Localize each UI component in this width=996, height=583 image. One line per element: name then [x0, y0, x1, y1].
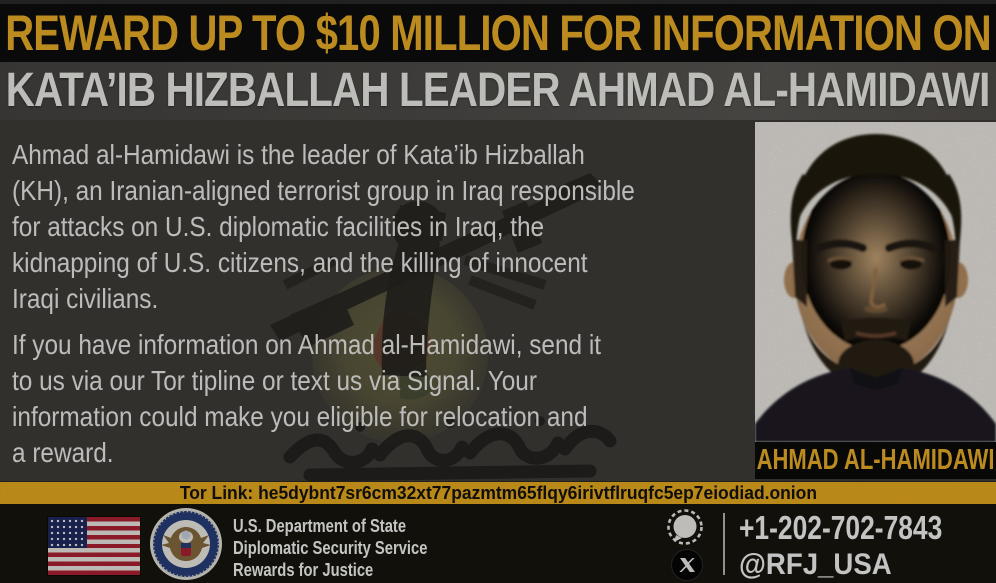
headline-banner — [0, 0, 996, 62]
us-flag-icon — [48, 517, 140, 575]
us-flag-canton — [48, 517, 87, 548]
x-icon — [671, 549, 703, 581]
poster-body — [0, 120, 996, 481]
agency-text-block — [233, 515, 470, 581]
agency-line: Rewards for Justice — [233, 560, 374, 580]
agency-line: U.S. Department of State — [233, 516, 407, 536]
paragraph-line: Iraqi civilians. — [12, 283, 159, 314]
paragraph-line: to us via our Tor tipline or text us via Signal. Your — [12, 365, 537, 396]
subheadline-banner — [0, 62, 996, 120]
suspect-photo — [755, 122, 996, 442]
agency-line: Diplomatic Security Service — [233, 538, 428, 558]
photo-caption-bar — [755, 442, 996, 479]
paragraph-line: Ahmad al-Hamidawi is the leader of Kata’ib Hizballah — [12, 139, 585, 170]
signal-icon — [666, 508, 704, 548]
state-department-seal-icon — [149, 507, 223, 581]
headline-text: REWARD UP TO $10 MILLION FOR INFORMATION ON — [5, 5, 991, 61]
paragraph-line: (KH), an Iranian-aligned terrorist group in Iraq responsible — [12, 175, 635, 206]
paragraph-line: for attacks on U.S. diplomatic facilities in Iraq, the — [12, 211, 545, 242]
subheadline-text: KATA’IB HIZBALLAH LEADER AHMAD AL-HAMIDAWI — [6, 64, 990, 117]
x-handle: @RFJ_USA — [739, 548, 892, 581]
photo-caption-text: AHMAD AL-HAMIDAWI — [756, 444, 995, 476]
paragraph-line: information could make you eligible for relocation and — [12, 401, 588, 432]
signal-phone-number: +1-202-702-7843 — [739, 509, 943, 546]
description-paragraph — [12, 137, 728, 317]
footer-divider — [723, 513, 725, 575]
tor-link-text: Tor Link: he5dybnt7sr6cm32xt77pazmtm65flqy6irivtflruqfc5ep7eiodiad.onion — [179, 482, 817, 503]
paragraph-line: If you have information on Ahmad al-Hamidawi, send it — [12, 329, 602, 360]
instructions-paragraph — [12, 327, 689, 471]
footer — [0, 504, 996, 583]
paragraph-line: a reward. — [12, 437, 114, 468]
paragraph-line: kidnapping of U.S. citizens, and the killing of innocent — [12, 247, 588, 278]
